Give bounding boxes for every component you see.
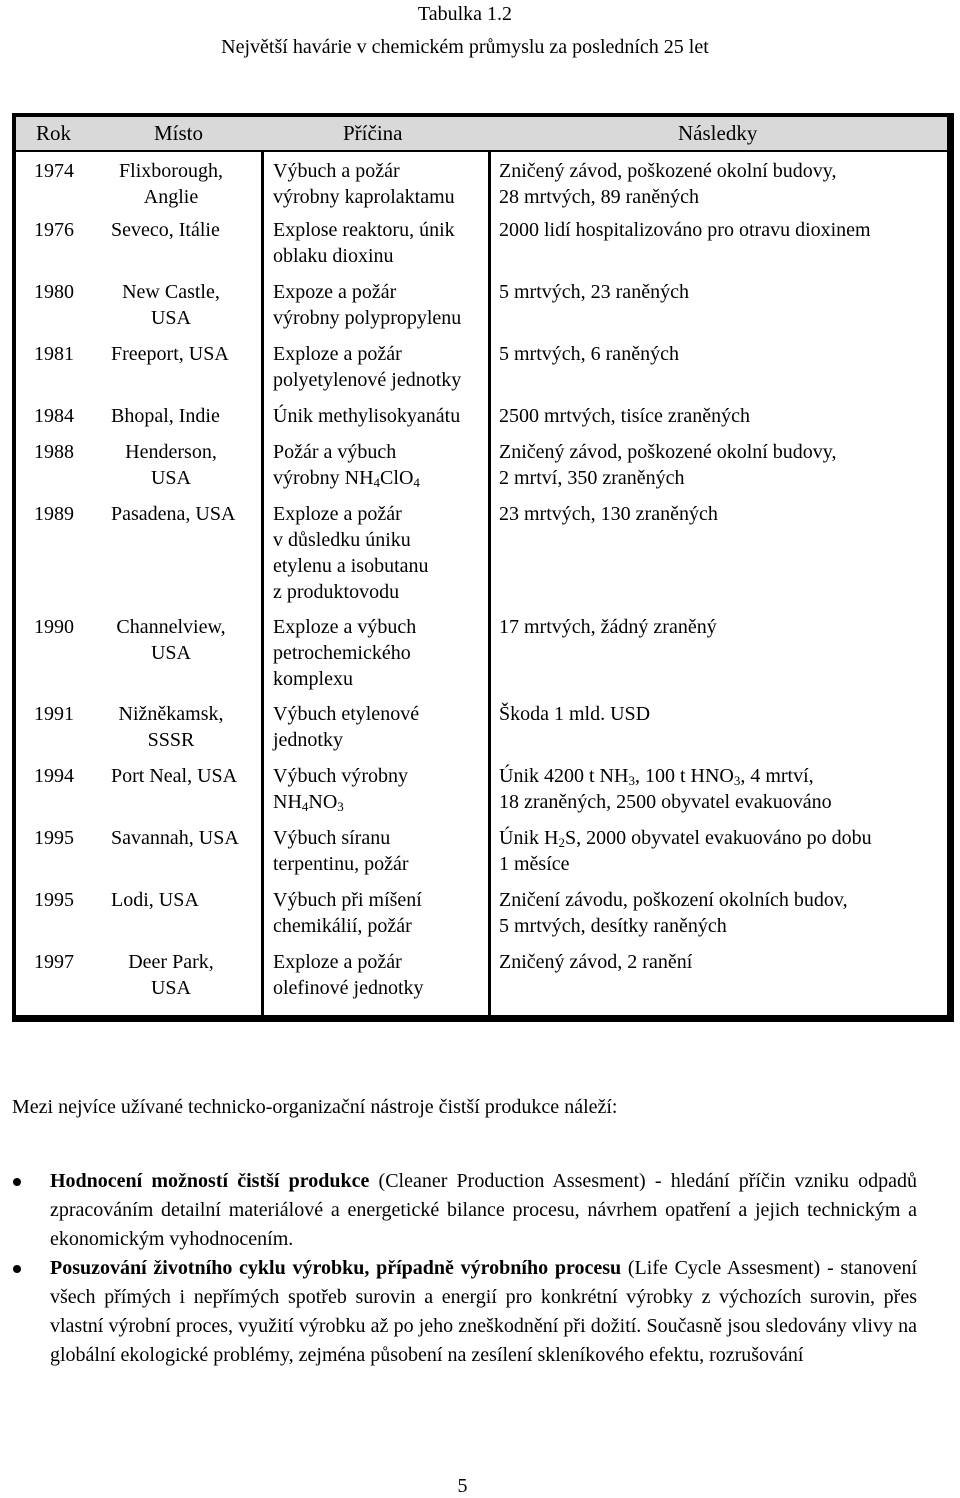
header-cause: Příčina xyxy=(343,121,403,145)
cell-line: Freeport, USA xyxy=(111,343,229,365)
text-segment: S, 2000 obyvatel evakuováno po dobu xyxy=(564,827,872,849)
cell-place xyxy=(111,763,237,789)
cell-line: Exploze a požár xyxy=(273,503,402,525)
subscript: 3 xyxy=(733,773,741,788)
cell-cause xyxy=(273,763,408,815)
cell-line: terpentinu, požár xyxy=(273,853,409,875)
cell-consequences xyxy=(499,701,650,727)
cell-line: Zničení závodu, poškození okolních budov, xyxy=(499,889,848,911)
list-item-term: Hodnocení možností čistší produkce xyxy=(50,1170,370,1192)
text-segment: ClO xyxy=(380,467,414,489)
cell-line: 2500 mrtvých, tisíce zraněných xyxy=(499,405,751,427)
cell-place xyxy=(111,439,231,491)
cell-line: USA xyxy=(150,642,191,664)
cell-line: Explose reaktoru, únik xyxy=(273,219,455,241)
cell-line: komplexu xyxy=(273,668,353,690)
cell-year: 1995 xyxy=(34,827,74,849)
cell-line: etylenu a isobutanu xyxy=(273,555,429,577)
cell-cause xyxy=(273,158,455,210)
cell-place xyxy=(111,501,235,527)
cell-line: Výbuch etylenové xyxy=(273,703,420,725)
cell-year: 1991 xyxy=(34,703,74,725)
intro-paragraph: Mezi nejvíce užívané technicko-organizační nástroje čistší produkce náleží: xyxy=(12,1096,618,1118)
cell-line: New Castle, xyxy=(122,281,220,303)
cell-consequences xyxy=(499,439,837,491)
subscript: 2 xyxy=(558,835,565,850)
text-segment: , 4 mrtví, xyxy=(740,765,814,787)
cell-cause xyxy=(273,949,424,1001)
cell-line xyxy=(499,825,872,851)
cell-year: 1984 xyxy=(34,405,74,427)
cell-line: Výbuch při míšení xyxy=(273,889,422,911)
cell-line: Exploze a požár xyxy=(273,343,402,365)
cell-line: Henderson, xyxy=(125,441,217,463)
cell-line: polyetylenové jednotky xyxy=(273,369,462,391)
cell-year: 1997 xyxy=(34,951,74,973)
page-number: 5 xyxy=(457,1475,468,1497)
cell-cause xyxy=(273,701,419,753)
cell-line: Expoze a požár xyxy=(273,281,397,303)
header-consequences: Následky xyxy=(678,121,758,145)
cell-place xyxy=(111,701,231,753)
table-title: Největší havárie v chemickém průmyslu za posledních 25 let xyxy=(221,36,709,58)
list-item-text: (Cleaner Production Assesment) - hledání příčin vzniku odpadů zpracováním detailní materiálové a energetické bilance procesu, návrhem opatření a jejich technickým a ekonomickým vyhodnocením. xyxy=(50,1170,918,1250)
cell-line: Seveco, Itálie xyxy=(111,219,220,241)
cell-year: 1995 xyxy=(34,889,74,911)
cell-line xyxy=(273,465,420,491)
cell-cause xyxy=(273,341,461,393)
cell-place xyxy=(111,403,220,429)
cell-consequences xyxy=(499,614,717,640)
cell-place xyxy=(111,217,220,243)
cell-line: výrobny polypropylenu xyxy=(273,307,462,329)
cell-consequences xyxy=(499,949,692,975)
table-label: Tabulka 1.2 xyxy=(417,3,513,25)
cell-year: 1988 xyxy=(34,441,74,463)
cell-line: Výbuch výrobny xyxy=(273,765,408,787)
cell-line: Nižněkamsk, xyxy=(118,703,224,725)
cell-cause xyxy=(273,501,429,605)
cell-line: USA xyxy=(150,467,191,489)
cell-year: 1994 xyxy=(34,765,74,787)
cell-line: Deer Park, xyxy=(128,951,214,973)
cell-line: v důsledku úniku xyxy=(273,529,411,551)
accidents-table xyxy=(12,113,954,1022)
cell-line: Bhopal, Indie xyxy=(111,405,220,427)
subscript: 3 xyxy=(628,773,635,788)
cell-line xyxy=(273,789,408,815)
cell-consequences xyxy=(499,763,832,815)
cell-line: Požár a výbuch xyxy=(273,441,397,463)
cell-line: 1 měsíce xyxy=(499,853,570,875)
cell-line: USA xyxy=(150,977,191,999)
cell-consequences xyxy=(499,403,750,429)
header-place: Místo xyxy=(154,121,204,145)
cell-line: 18 zraněných, 2500 obyvatel evakuováno xyxy=(499,791,832,813)
cell-line: 5 mrtvých, desítky raněných xyxy=(499,915,727,937)
cell-consequences xyxy=(499,825,872,877)
cell-place xyxy=(111,825,239,851)
cell-cause xyxy=(273,614,416,692)
list-item-text: (Life Cycle Assesment) - stanovení všech přímých i nepřímých spotřeb surovin a energií pro konkrétní výrobky z výchozích surovin, přes vlastní výrobní proces, využití výrobku až po jeho zneškodnění při dožití. Současně jsou sledovány vlivy na globální ekologické problémy, zejména působení na zesílení skleníkového efektu, rozrušování xyxy=(50,1257,917,1366)
list-item-term: Posuzování životního cyklu výrobku, případně výrobního procesu xyxy=(50,1257,622,1279)
cell-line: Lodi, USA xyxy=(111,889,199,911)
cell-line: 5 mrtvých, 6 raněných xyxy=(499,343,679,365)
cell-place xyxy=(111,158,231,210)
cell-line: Únik methylisokyanátu xyxy=(273,405,461,427)
subscript: 4 xyxy=(301,799,309,814)
cell-line: Zničený závod, poškozené okolní budovy, xyxy=(499,441,837,463)
cell-line: Zničený závod, 2 ranění xyxy=(499,951,693,973)
list-item xyxy=(12,1167,917,1254)
header-year: Rok xyxy=(36,121,72,145)
cell-line: jednotky xyxy=(273,729,343,751)
list-item xyxy=(12,1254,917,1370)
cell-place xyxy=(111,279,231,331)
cell-line: olefinové jednotky xyxy=(273,977,424,999)
cell-consequences xyxy=(499,501,718,527)
cell-line xyxy=(499,763,832,789)
cell-line: Exploze a požár xyxy=(273,951,402,973)
cell-consequences xyxy=(499,341,679,367)
cell-cause xyxy=(273,439,420,491)
table-header-row xyxy=(16,117,947,152)
cell-place xyxy=(111,341,229,367)
cell-line: chemikálií, požár xyxy=(273,915,412,937)
column-divider xyxy=(261,152,264,1015)
cell-year: 1980 xyxy=(34,281,74,303)
cell-line: Flixborough, xyxy=(119,160,223,182)
cell-place xyxy=(111,887,199,913)
bullet-dot-icon xyxy=(13,1178,21,1186)
cell-line: 28 mrtvých, 89 raněných xyxy=(499,186,699,208)
subscript: 4 xyxy=(413,475,420,490)
cell-line: Pasadena, USA xyxy=(111,503,236,525)
cell-line: Zničený závod, poškozené okolní budovy, xyxy=(499,160,837,182)
cell-place xyxy=(111,614,231,666)
cell-line: petrochemického xyxy=(273,642,411,664)
cell-year: 1976 xyxy=(34,219,74,241)
cell-year: 1990 xyxy=(34,616,74,638)
cell-cause xyxy=(273,825,409,877)
cell-line: Exploze a výbuch xyxy=(273,616,417,638)
cell-cause xyxy=(273,887,422,939)
cell-line: USA xyxy=(150,307,191,329)
cell-place xyxy=(111,949,231,1001)
cell-consequences xyxy=(499,279,689,305)
cell-year: 1989 xyxy=(34,503,74,525)
column-divider xyxy=(488,152,491,1015)
cell-line: 17 mrtvých, žádný zraněný xyxy=(499,616,717,638)
cell-line: 2000 lidí hospitalizováno pro otravu dioxinem xyxy=(499,219,871,241)
cell-line: 23 mrtvých, 130 zraněných xyxy=(499,503,718,525)
cell-consequences xyxy=(499,158,837,210)
cell-line: výrobny kaprolaktamu xyxy=(273,186,455,208)
text-segment: NO xyxy=(308,791,338,813)
cell-line: Savannah, USA xyxy=(111,827,239,849)
cell-consequences xyxy=(499,217,871,243)
cell-line: z produktovodu xyxy=(273,581,400,603)
text-segment: , 100 t HNO xyxy=(634,765,734,787)
text-segment: NH xyxy=(273,791,302,813)
cell-line: Port Neal, USA xyxy=(111,765,238,787)
subscript: 4 xyxy=(373,475,381,490)
cell-cause xyxy=(273,279,461,331)
cell-year: 1981 xyxy=(34,343,74,365)
cell-line: oblaku dioxinu xyxy=(273,245,394,267)
cell-year: 1974 xyxy=(34,160,74,182)
cell-line: Výbuch a požár xyxy=(273,160,400,182)
cell-line: Škoda 1 mld. USD xyxy=(499,703,651,725)
cell-line: SSSR xyxy=(147,729,195,751)
cell-cause xyxy=(273,217,455,269)
cell-line: Anglie xyxy=(143,186,199,208)
text-segment: Únik H xyxy=(499,827,559,849)
tools-list xyxy=(12,1167,918,1366)
bullet-dot-icon xyxy=(13,1265,21,1273)
cell-consequences xyxy=(499,887,848,939)
cell-line: 2 mrtví, 350 zraněných xyxy=(499,467,685,489)
cell-line: Výbuch síranu xyxy=(273,827,391,849)
cell-cause xyxy=(273,403,460,429)
text-segment: výrobny NH xyxy=(273,467,374,489)
cell-line: 5 mrtvých, 23 raněných xyxy=(499,281,689,303)
subscript: 3 xyxy=(337,799,344,814)
text-segment: Únik 4200 t NH xyxy=(499,765,629,787)
cell-line: Channelview, xyxy=(116,616,226,638)
